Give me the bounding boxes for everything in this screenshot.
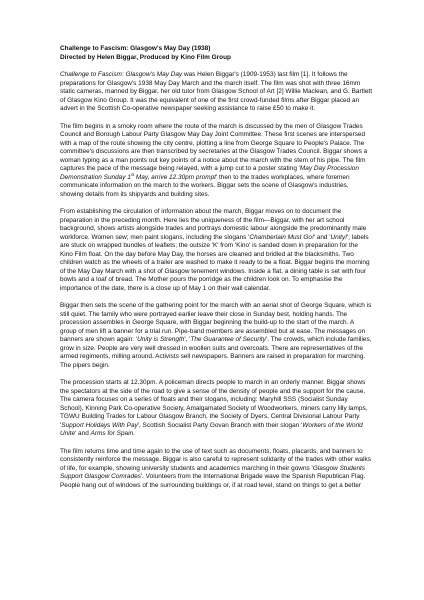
text-run: Biggar then sets the scene of the gathering point for the march with an aerial shot of George Square, which is still quiet. The family who were portrayed earlier leave their close in Sunday best, holding hands. The procession assembles in George Square, with Biggar beginning the build-up to the start of the march. A group of men lift a banner for a trial run. Pipe-band members are assembled but at ease. The messages on banners are shown again: ' (60, 302, 372, 344)
text-run: ' and ' (313, 233, 331, 241)
paragraph-intro (60, 71, 372, 114)
italic-run: st (130, 171, 135, 177)
paragraph-text-and-solidarity (60, 448, 372, 491)
italic-run: Challenge to Fascism: Glasgow's May Day (60, 71, 183, 79)
text-run: The procession starts at 12.30pm. A policeman directs people to march in an orderly manner. Biggar shows the spectators at the side of the road to give a sense of the density of people and the support for the cause. The camera focuses on a series of floats and their slogans, including: Maryhill SSS (Socialist Sunday School), Kinning Park Co-operative Society, Amalgamated Society of Woodworkers, miners carry lilly lamps, TGWU Building Trades for Labour Glasgow Branch, the Society of Dyers, Central Divisional Labour Party ' (60, 379, 368, 429)
italic-run: Glasgow Students Support Glasgow Comrades (60, 464, 366, 481)
paragraph-procession (60, 379, 372, 439)
text-run: ' and (75, 430, 91, 438)
italic-run: Support Holidays With Pay (61, 421, 138, 429)
paragraph-preparation (60, 208, 372, 293)
italic-run: May Day Procession Demonstration Sunday 1 (60, 165, 359, 181)
text-run: '. Volunteers from the International Brigade wave the Spanish Republican Flag. People hang out of windows of the surrounding buildings or, if at road level, stand on things to get a better (60, 473, 366, 489)
paragraph-george-square (60, 302, 372, 370)
text-run: ' then to the trades workplaces, where foremen communicate information on the march to the workers. Biggar sets the scene of Glasgow's industries, showing details from its shipyards and building sites. (60, 173, 350, 198)
italic-run: Arms for Spain (90, 430, 134, 438)
italic-run: Unity is Strength (137, 336, 185, 344)
text-run: was Helen Biggar's (1909-1953) last film [1]. It follows the preparations for Glasgow's 1938 May Day March and the march itself. The film was shot with three 16mm static cameras, manned by Biggar, her old tutor from Glasgow School of Art [2] Willie Maclean, and G. Bartlett of Glasgow Kino Group. It was the equivalent of one of the first crowd-funded films after Biggar placed an advert in the Scottish Co-operative newspaper seeking assistance to raise £50 to make it. (60, 71, 373, 113)
text-run: '; labels are stuck on wrapped bundles of leaflets; the outsize 'K' from 'Kino' is sanded down in preparation for the Kino Film float. On the day before May Day, the horses are cleaned and bridled at the blacksmiths. Two children watch as the wheels of a trailer are washed to make it ready to be a float. Biggar begins the morning of the May Day March with a shot of Glasgow tenement windows. Inside a flat, a dining table is set with four bowls and a loaf of bread. The Mother pours the porridge as the children look on. To emphasise the importance of the date, there is a close up of May 1 on their wall calendar. (60, 233, 370, 292)
italic-run: The Guarantee of Security (190, 336, 266, 344)
text-run: From establishing the circulation of information about the march, Biggar moves on to document the preparation in the preceding month. Here lies the uniqueness of the film—Biggar, with her art school background, shows artists alongside trades and portrays domestic labour alongside the predominantly male workforce. Women sew; men paint slogans, including the slogans ' (60, 208, 367, 241)
document-title: Challenge to Fascism: Glasgow's May Day (1938) (60, 45, 211, 52)
text-run: ', Scottish Socialist Party Govan Branch with their slogan ' (137, 421, 303, 429)
text-run: . (133, 430, 135, 438)
italic-run: Unity! (330, 233, 347, 241)
italic-run: May, arrive 12.30pm prompt (134, 173, 216, 181)
text-run: The film returns time and time again to the use of text such as documents, floats, placards, and banners to consistently reinforce the message. Biggar is also careful to represent solidarity of the trades with other walks of life, for example, showing university students and academics marching in their gowns ' (60, 447, 371, 472)
italic-run: Workers of the World Unite (60, 421, 363, 438)
paragraph-opening-scenes (60, 123, 372, 200)
italic-run: Chamberlain Must Go! (249, 233, 314, 241)
text-run: The film begins in a smoky room where the route of the march is discussed by the men of Glasgow Trades Council and Borough Labour Party Glasgow May Day Joint Committee. These first scenes are interspersed with a map of the route showing the city centre, plotting a line from George Square to People's Palace. The committee's discussions are then transcribed by secretaries at the Glasgow Trades Council. Biggar shows a woman typing as a man points out key points of a notice about the march with the stem of his pipe. The film captures the pace of the message being relayed, with a jump cut to a poster stating ' (60, 122, 368, 173)
text-run: '. The crowds, which include families, grow in size. People are very well dressed in woollen suits and overcoats. There are representatives of the armed regiments, milling around. Activists sell newspapers. Banners are raised in preparation for marching. The pipers begin. (60, 336, 372, 369)
document-credits: Directed by Helen Biggar, Produced by Kino Film Group (60, 53, 231, 61)
text-run: ', ' (184, 336, 191, 344)
